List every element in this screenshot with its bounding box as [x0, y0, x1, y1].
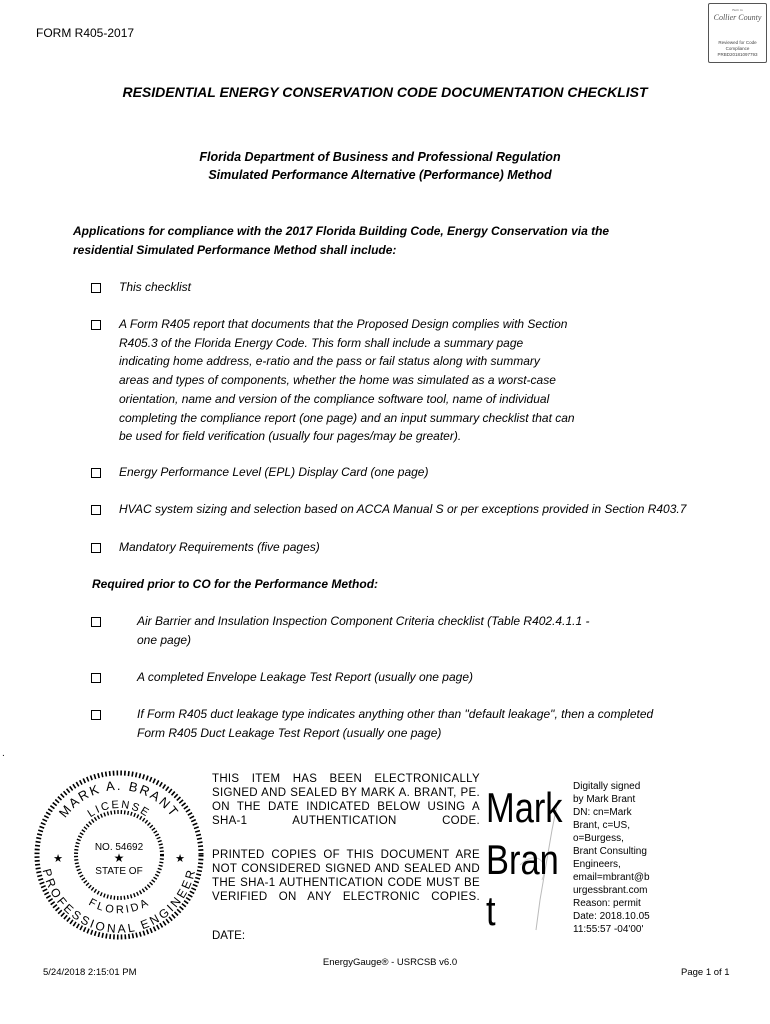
checklist-item: A Form R405 report that documents that the Proposed Design complies with Section R405.3 of the Florida Energy Code. This form shall include a summary page indicating home address, e-ratio and the pass or fail status along with summary areas and types of components, whether the home was simulated as a worst-case orientation, name and version of the compliance software tool, name of individual completing the compliance report (one page) and an input summary checklist that can be used for field verification (usually four pages/may be greater). [119, 317, 575, 444]
stray-mark: . [2, 748, 5, 759]
seal-star-icon: ★ [113, 851, 125, 865]
seal-license-number: NO. 54692 [94, 842, 144, 853]
required-heading: Required prior to CO for the Performance Method: [92, 577, 379, 591]
checklist-item: Mandatory Requirements (five pages) [119, 540, 320, 554]
signature-details: Digitally signed by Mark Brant DN: cn=Mark Brant, c=US, o=Burgess, Brant Consulting Engineers, email=mbrant@b urgessbrant.com Reason: permit Date: 2018.10.05 11:55:57 -04'00' [573, 781, 650, 935]
seal-warning: PRINTED COPIES OF THIS DOCUMENT ARE NOT CONSIDERED SIGNED AND SEALED AND THE SHA-1 AUTHENTICATION CODE MUST BE VERIFIED ON ANY ELECTRONIC COPIES. [212, 849, 480, 903]
seal-name-arc: MARK A. BRANT [55, 777, 183, 821]
stamp-note: Reviewed for Code Compliance PRBD20181097793 [717, 40, 758, 57]
footer-page-number: Page 1 of 1 [681, 967, 730, 978]
signature-name: Mark [486, 784, 563, 831]
checkbox[interactable] [91, 468, 101, 478]
required-item: If Form R405 duct leakage type indicates anything other than "default leakage", then a completed Form R405 Duct Leakage Test Report (usually one page) [137, 707, 654, 740]
stamp-prefix: Built in [732, 8, 743, 12]
footer-software: EnergyGauge® - USRCSB v6.0 [322, 957, 458, 968]
seal-statement: THIS ITEM HAS BEEN ELECTRONICALLY SIGNED AND SEALED BY MARK A. BRANT, PE. ON THE DATE INDICATED BELOW USING A SHA-1 AUTHENTICATION CODE. [212, 773, 480, 827]
checklist-item: Energy Performance Level (EPL) Display Card (one page) [119, 465, 429, 479]
checkbox[interactable] [91, 543, 101, 553]
stamp-county-logo: Collier County [713, 13, 762, 22]
checkbox[interactable] [91, 673, 101, 683]
subtitle-line: Florida Department of Business and Professional Regulation [199, 150, 561, 164]
required-item: A completed Envelope Leakage Test Report (usually one page) [137, 670, 473, 684]
signature-name: t [486, 887, 496, 934]
seal-star-icon: ★ [53, 853, 63, 865]
checkbox[interactable] [91, 283, 101, 293]
checklist-item: This checklist [119, 280, 192, 294]
engineer-seal [34, 770, 204, 940]
seal-state-arc: FLORIDA [86, 896, 152, 917]
seal-license-arc: LICENSE [85, 798, 153, 821]
seal-state-label: STATE OF [95, 866, 143, 877]
checkbox[interactable] [91, 617, 101, 627]
form-id: FORM R405-2017 [36, 26, 135, 40]
seal-star-icon: ★ [175, 853, 185, 865]
checkbox[interactable] [91, 710, 101, 720]
county-review-stamp [708, 3, 767, 63]
checklist-item: HVAC system sizing and selection based on ACCA Manual S or per exceptions provided in Section R403.7 [119, 502, 687, 516]
checkbox[interactable] [91, 320, 101, 330]
seal-profession-arc: PROFESSIONAL ENGINEER [39, 867, 199, 936]
document-title: RESIDENTIAL ENERGY CONSERVATION CODE DOCUMENTATION CHECKLIST [122, 84, 648, 100]
signature-name: Bran [486, 836, 559, 883]
subtitle-line: Simulated Performance Alternative (Performance) Method [208, 168, 552, 182]
required-item: Air Barrier and Insulation Inspection Component Criteria checklist (Table R402.4.1.1 - one page) [137, 614, 590, 647]
checkbox[interactable] [91, 505, 101, 515]
intro-paragraph: Applications for compliance with the 2017 Florida Building Code, Energy Conservation via the residential Simulated Performance Method shall include: [73, 224, 610, 257]
seal-date-label: DATE: [212, 930, 246, 942]
footer-timestamp: 5/24/2018 2:15:01 PM [43, 967, 137, 978]
